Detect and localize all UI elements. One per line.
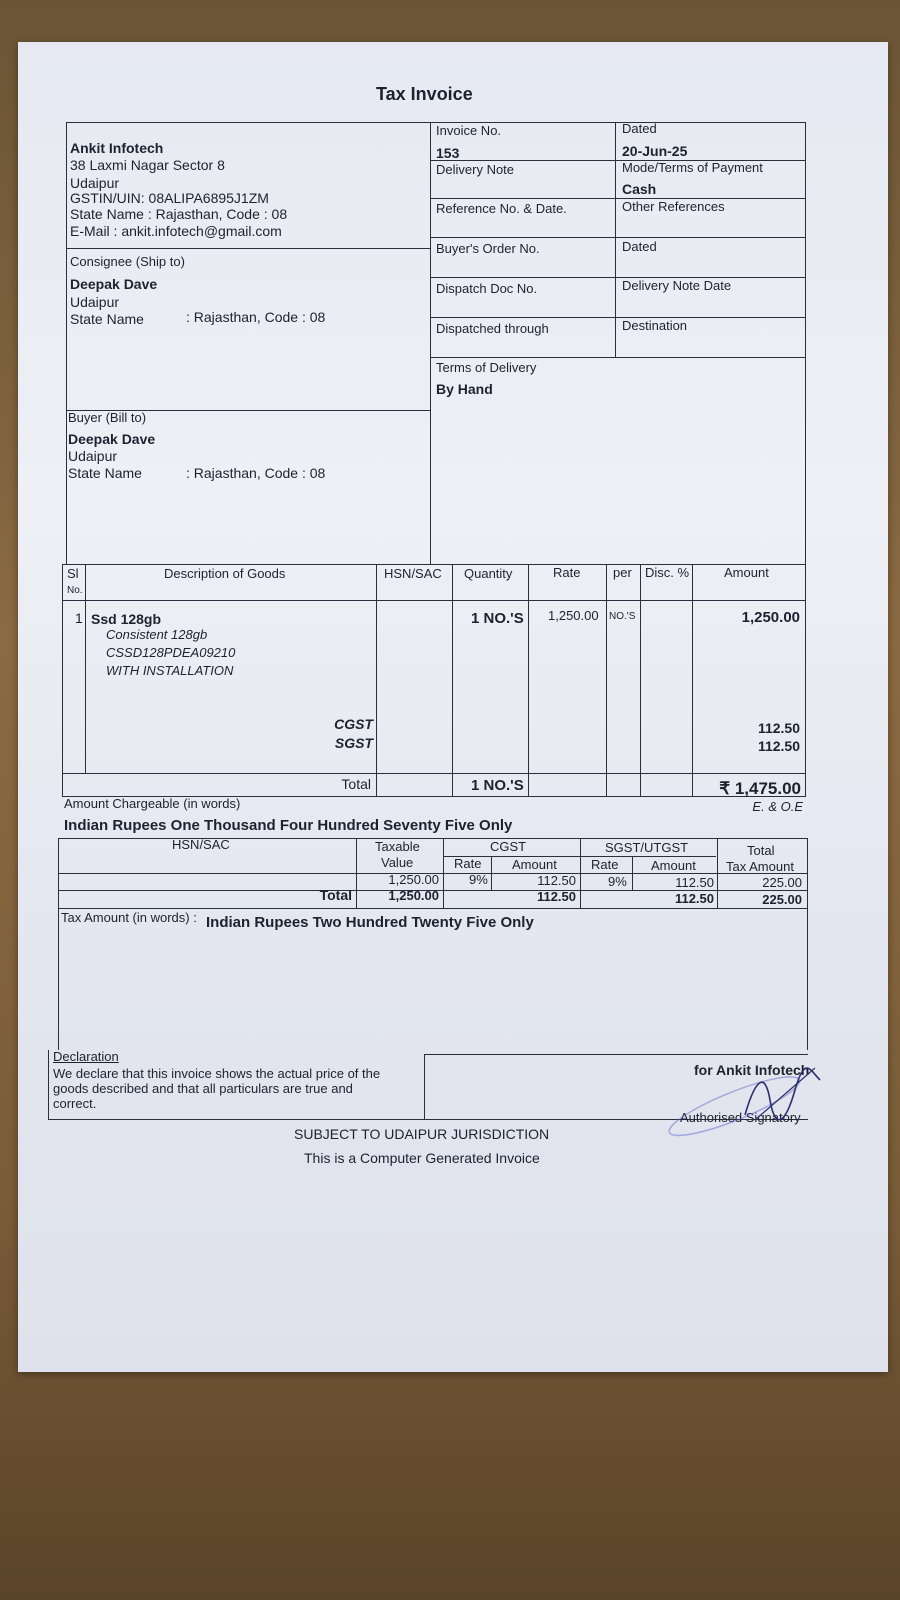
item-desc-line3: WITH INSTALLATION (106, 663, 234, 678)
dated-label: Dated (622, 121, 657, 136)
tax-col-sgst-rate (632, 856, 633, 891)
declaration-line2: goods described and that all particulars are true and (53, 1081, 353, 1096)
declaration-line3: correct. (53, 1096, 97, 1111)
tax-right-border (807, 838, 808, 1050)
item-per: NO.'S (609, 611, 636, 622)
destination-label: Destination (622, 318, 688, 333)
item-desc-line1: Consistent 128gb (106, 627, 208, 642)
col-sl-header: Sl (67, 566, 79, 581)
seller-name: Ankit Infotech (70, 140, 164, 156)
tax-row-sgst-rate: 9% (608, 874, 627, 889)
authorised-signatory: Authorised Signatory (680, 1110, 801, 1125)
tax-cgst-header: CGST (490, 839, 527, 854)
items-left-border (62, 564, 63, 796)
invoice-title: Tax Invoice (376, 84, 473, 104)
for-company: for Ankit Infotech (694, 1062, 810, 1078)
cgst-amount: 112.50 (757, 720, 800, 736)
col-sl-divider (85, 564, 86, 773)
items-total-top (62, 773, 806, 774)
computer-generated-text: This is a Computer Generated Invoice (304, 1150, 540, 1166)
dispatched-through-label: Dispatched through (436, 321, 549, 336)
items-top-border (62, 564, 806, 565)
invoice-no-value: 153 (436, 145, 460, 161)
tax-words-text: Indian Rupees Two Hundred Twenty Five Only (206, 914, 534, 931)
seller-gstin: GSTIN/UIN: 08ALIPA6895J1ZM (70, 190, 269, 206)
tax-left-border (58, 838, 59, 1050)
invoice-no-label: Invoice No. (436, 123, 502, 138)
meta-row2-divider (430, 198, 805, 199)
delivery-note-label: Delivery Note (436, 162, 515, 177)
mode-of-payment-value: Cash (622, 181, 657, 197)
items-right-border (805, 564, 806, 796)
consignee-heading: Consignee (Ship to) (70, 254, 185, 269)
col-disc-header: Disc. % (645, 565, 690, 580)
tax-top-border (58, 838, 808, 839)
tax-col-cgst (580, 838, 581, 908)
col-no-header: No. (67, 585, 83, 596)
seller-state: State Name : Rajasthan, Code : 08 (70, 206, 288, 222)
header-right-border (805, 122, 806, 564)
tax-sgst-rate-header: Rate (591, 857, 619, 872)
tax-total-header: Total (747, 843, 775, 858)
sgst-amount: 112.50 (757, 738, 800, 754)
meta-row3-divider (430, 237, 805, 238)
tax-col-taxable (443, 838, 444, 908)
items-header-bottom (62, 600, 806, 601)
tax-row-cgst-rate: 9% (469, 872, 488, 887)
tax-sgst-amount-header: Amount (651, 858, 696, 873)
declaration-heading: Declaration (53, 1049, 119, 1064)
buyer-heading: Buyer (Bill to) (68, 410, 147, 425)
col-per-divider (640, 564, 641, 796)
tax-row-taxable: 1,250.00 (388, 872, 439, 887)
amount-words-label: Amount Chargeable (in words) (64, 796, 241, 811)
item-rate: 1,250.00 (548, 608, 599, 623)
buyer-name: Deepak Dave (68, 431, 156, 447)
dispatch-doc-label: Dispatch Doc No. (436, 281, 538, 296)
mode-of-payment-label: Mode/Terms of Payment (622, 160, 763, 175)
item-sl: 1 (75, 610, 83, 626)
item-amount: 1,250.00 (741, 609, 800, 626)
items-total-label: Total (341, 776, 371, 792)
tax-total-bottom (58, 908, 808, 909)
tax-tax-amount-header: Tax Amount (726, 859, 794, 874)
item-name: Ssd 128gb (91, 611, 162, 627)
tax-cgst-rate-header: Rate (454, 856, 482, 871)
tax-row-sgst-amount: 112.50 (675, 875, 714, 890)
tax-cgst-amount-header: Amount (512, 857, 557, 872)
col-hsn-header: HSN/SAC (384, 566, 442, 581)
sgst-label: SGST (334, 735, 373, 751)
reference-label: Reference No. & Date. (436, 201, 567, 216)
tax-row-cgst-amount: 112.50 (537, 873, 576, 888)
col-per-header: per (613, 565, 632, 580)
header-mid-divider (430, 122, 431, 564)
tax-total-label: Total (319, 887, 352, 903)
eoe-label: E. & O.E (752, 799, 803, 814)
delivery-note-date-label: Delivery Note Date (622, 278, 732, 293)
seller-email: E-Mail : ankit.infotech@gmail.com (70, 223, 282, 239)
col-qty-divider (528, 564, 529, 796)
tax-col-sgst (717, 838, 718, 908)
tax-col-hsn (356, 838, 357, 908)
col-desc-header: Description of Goods (164, 566, 286, 581)
consignee-city: Udaipur (70, 294, 120, 310)
other-references-label: Other References (622, 199, 725, 214)
col-desc-divider (376, 564, 377, 796)
col-amount-header: Amount (724, 565, 769, 580)
tax-total-taxable: 1,250.00 (388, 888, 439, 903)
items-total-amount: ₹ 1,475.00 (719, 779, 801, 798)
tax-total-sgst: 112.50 (674, 891, 714, 906)
declaration-left (48, 1050, 49, 1120)
tax-hsn-header: HSN/SAC (172, 837, 230, 852)
order-dated-label: Dated (622, 239, 657, 254)
item-desc-line2: CSSD128PDEA09210 (106, 645, 236, 660)
buyer-state-label: State Name (68, 465, 142, 481)
col-hsn-divider (452, 564, 453, 796)
tax-taxable-header: Taxable (375, 839, 420, 854)
tax-total-cgst: 112.50 (536, 889, 576, 904)
consignee-name: Deepak Dave (70, 276, 158, 292)
terms-of-delivery-value: By Hand (436, 381, 493, 397)
amount-words-text: Indian Rupees One Thousand Four Hundred Seventy Five Only (64, 817, 513, 834)
col-disc-divider (692, 564, 693, 796)
declaration-line1: We declare that this invoice shows the actual price of the (53, 1066, 381, 1081)
col-rate-header: Rate (553, 565, 581, 580)
item-qty: 1 NO.'S (471, 610, 524, 627)
buyer-order-label: Buyer's Order No. (436, 241, 540, 256)
signature-box-top (424, 1054, 808, 1055)
meta-col-divider (615, 122, 616, 358)
meta-row6-divider (430, 357, 805, 358)
seller-address: 38 Laxmi Nagar Sector 8 (70, 157, 225, 173)
tax-row-total: 225.00 (762, 875, 802, 890)
seller-city: Udaipur (70, 175, 120, 191)
consignee-state-value: : Rajasthan, Code : 08 (186, 309, 326, 325)
terms-of-delivery-label: Terms of Delivery (436, 360, 537, 375)
items-total-qty: 1 NO.'S (471, 777, 524, 794)
meta-row4-divider (430, 277, 805, 278)
tax-col-cgst-rate (491, 856, 492, 891)
dated-value: 20-Jun-25 (622, 143, 688, 159)
signature-box-left (424, 1054, 425, 1120)
tax-value-header: Value (381, 855, 414, 870)
meta-row5-divider (430, 317, 805, 318)
consignee-state-label: State Name (70, 311, 144, 327)
buyer-city: Udaipur (68, 448, 118, 464)
seller-divider (66, 248, 430, 249)
col-rate-divider (606, 564, 607, 796)
col-qty-header: Quantity (464, 566, 513, 581)
buyer-state-value: : Rajasthan, Code : 08 (186, 465, 326, 481)
signature-scribble-icon (735, 1060, 825, 1130)
jurisdiction-text: SUBJECT TO UDAIPUR JURISDICTION (294, 1126, 550, 1142)
tax-sgst-header: SGST/UTGST (605, 840, 689, 855)
tax-words-label: Tax Amount (in words) : (61, 910, 197, 925)
header-left-border (66, 122, 67, 564)
tax-total-amount: 225.00 (762, 892, 802, 907)
cgst-label: CGST (334, 716, 373, 732)
